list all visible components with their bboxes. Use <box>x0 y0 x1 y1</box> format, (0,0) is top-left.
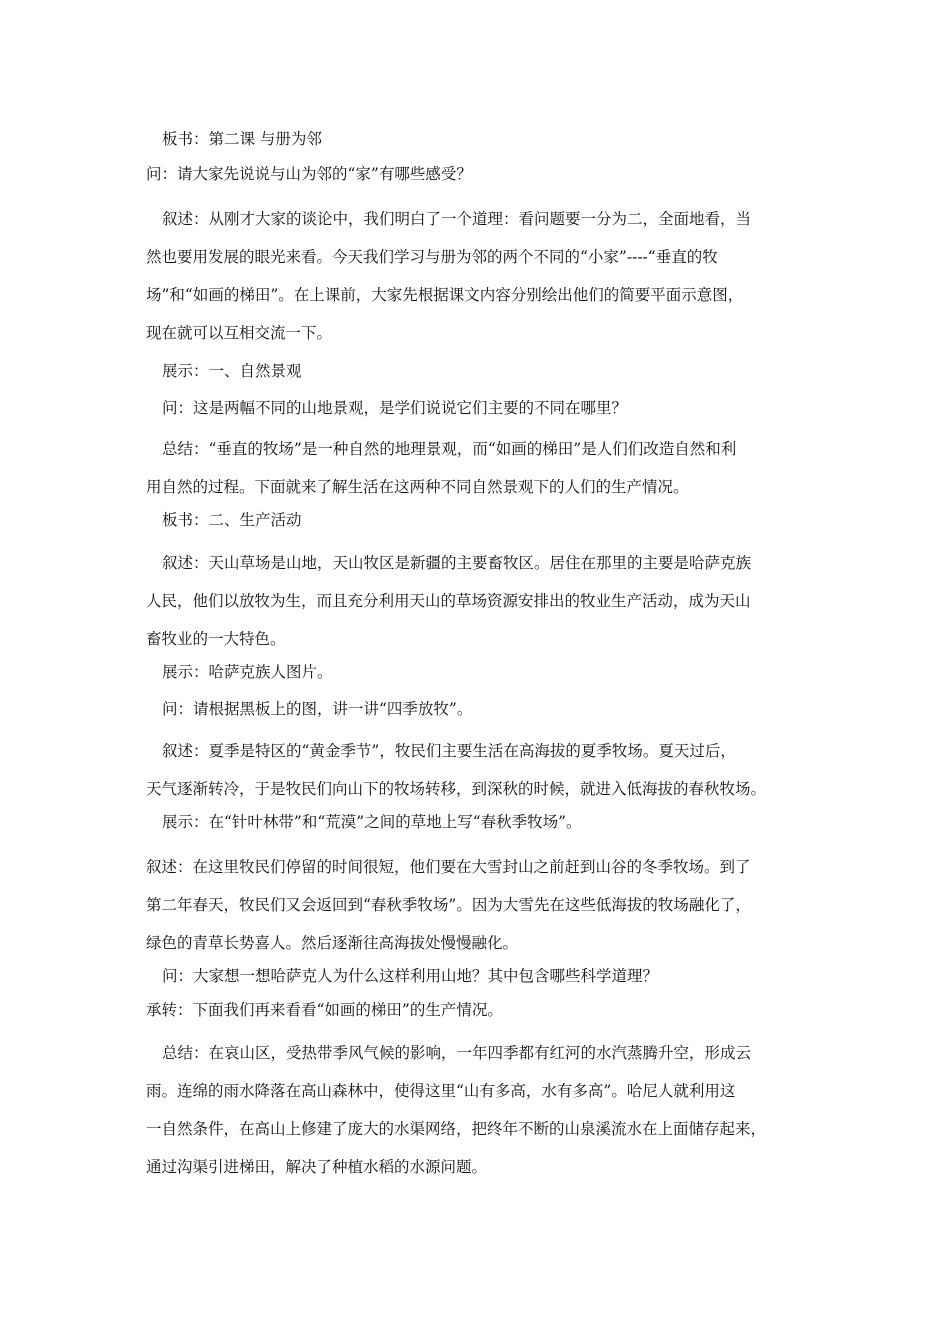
text-line: 叙述：从刚才大家的谈论中，我们明白了一个道理：看问题要一分为二，全面地看，当 <box>162 210 752 228</box>
paragraph-transition <box>146 998 812 1020</box>
text-line: 问：这是两幅不同的山地景观，是学们说说它们主要的不同在哪里？ <box>162 399 628 417</box>
text-line: 现在就可以互相交流一下。 <box>146 324 333 342</box>
text-line: 板书：第二课 与册为邻 <box>162 130 322 148</box>
text-line: 场”和“如画的梯田”。在上课前，大家先根据课文内容分别绘出他们的简要平面示意图， <box>146 286 744 304</box>
text-line: 问：请根据黑板上的图，讲一讲“四季放牧”。 <box>162 700 473 718</box>
text-line: 展示：在“针叶林带”和“荒漠”之间的草地上写“春秋季牧场”。 <box>162 813 582 831</box>
text-line: 绿色的青草长势喜人。然后逐渐往高海拔处慢慢融化。 <box>146 934 519 952</box>
text-line: 展示：哈萨克族人图片。 <box>162 663 333 681</box>
text-line: 叙述：夏季是特区的“黄金季节”，牧民们主要生活在高海拔的夏季牧场。夏天过后， <box>162 742 736 760</box>
text-line: 畜牧业的一大特色。 <box>146 630 286 648</box>
text-line: 人民，他们以放牧为生，而且充分利用天山的草场资源安排出的牧业生产活动，成为天山 <box>146 592 751 610</box>
text-line: 叙述：在这里牧民们停留的时间很短，他们要在大雪封山之前赶到山谷的冬季牧场。到了 <box>146 858 751 876</box>
paragraph-narration-winter <box>146 848 812 962</box>
text-line: 叙述：天山草场是山地，天山牧区是新疆的主要畜牧区。居住在那里的主要是哈萨克族 <box>162 554 752 572</box>
text-line: 然也要用发展的眼光来看。今天我们学习与册为邻的两个不同的“小家”----“垂直的牧 <box>146 248 718 266</box>
text-line: 总结：“垂直的牧场”是一种自然的地理景观，而“如画的梯田”是人们们改造自然和利 <box>162 440 737 458</box>
text-line: 问：请大家先说说与山为邻的“家”有哪些感受？ <box>146 165 472 183</box>
paragraph-board-production <box>162 508 828 530</box>
text-line: 通过沟渠引进梯田，解决了种植水稻的水源问题。 <box>146 1158 488 1176</box>
paragraph-show-spring-autumn <box>162 810 828 832</box>
paragraph-question-kazakh <box>162 964 828 986</box>
text-line: 雨。连绵的雨水降落在高山森林中，使得这里“山有多高，水有多高”。哈尼人就利用这 <box>146 1082 736 1100</box>
paragraph-board-title <box>162 127 828 149</box>
text-line: 天气逐渐转冷，于是牧民们向山下的牧场转移，到深秋的时候，就进入低海拔的春秋牧场。 <box>146 780 767 798</box>
text-line: 承转：下面我们再来看看“如画的梯田”的生产情况。 <box>146 1001 503 1019</box>
paragraph-show-landscape <box>162 359 828 381</box>
text-line: 板书：二、生产活动 <box>162 511 302 529</box>
paragraph-question-landscape <box>162 396 828 418</box>
text-line: 展示：一、自然景观 <box>162 362 302 380</box>
paragraph-question-feelings <box>146 162 812 184</box>
paragraph-summary-landscape <box>146 430 812 506</box>
text-line: 问：大家想一想哈萨克人为什么这样利用山地？其中包含哪些科学道理？ <box>162 967 659 985</box>
paragraph-narration-summer <box>146 732 812 808</box>
text-line: 总结：在哀山区，受热带季风气候的影响，一年四季都有红河的水汽蒸腾升空，形成云 <box>162 1044 752 1062</box>
paragraph-summary-terraces <box>146 1034 812 1186</box>
text-line: 一自然条件，在高山上修建了庞大的水渠网络，把终年不断的山泉溪流水在上面储存起来， <box>146 1120 767 1138</box>
paragraph-narration-tianshan <box>146 544 812 658</box>
paragraph-narration-intro <box>146 200 812 352</box>
paragraph-show-kazakh <box>162 660 828 682</box>
text-line: 用自然的过程。下面就来了解生活在这两种不同自然景观下的人们的生产情况。 <box>146 478 689 496</box>
text-line: 第二年春天，牧民们又会返回到“春秋季牧场”。因为大雪先在这些低海拔的牧场融化了， <box>146 896 751 914</box>
paragraph-question-seasons <box>162 697 828 719</box>
